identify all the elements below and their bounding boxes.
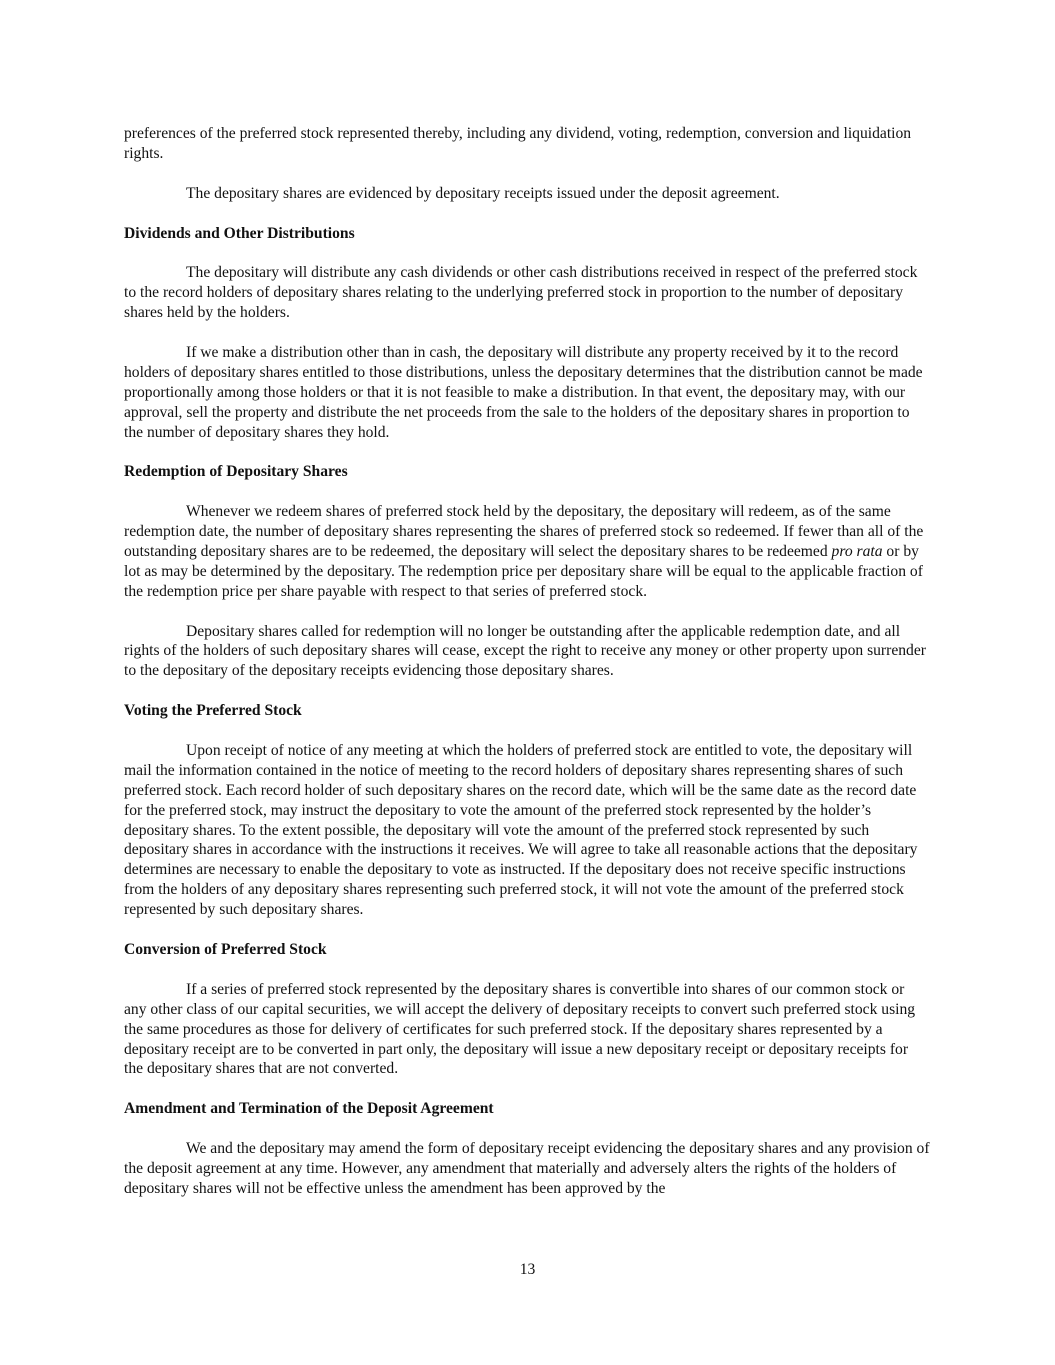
redemption-paragraph-effect: Depositary shares called for redemption will no longer be outstanding after the applicable redemption date, and all rights of the holders of such depositary shares will cease, except the right to receive any money or other property upon surrender to the depositary of the depositary receipts evidencing those depositary shares. xyxy=(124,622,926,680)
voting-paragraph: Upon receipt of notice of any meeting at which the holders of preferred stock are entitled to vote, the depositary will mail the information contained in the notice of meeting to the record holders of depositary shares representing shares of such preferred stock. Each record holder of such depositary shares on the record date, which will be the same date as the record date for the preferred stock, may instruct the depositary to vote the amount of the preferred stock represented by the holder’s depositary shares. To the extent possible, the depositary will vote the amount of the preferred stock represented by such depositary shares in accordance with the instructions it receives. We will agree to take all reasonable actions that the depositary determines are necessary to enable the depositary to vote as instructed. If the depositary does not receive specific instructions from the holders of any depositary shares representing such preferred stock, it will not vote the amount of the preferred stock represented by such depositary shares. xyxy=(124,741,918,919)
section-heading-redemption: Redemption of Depositary Shares xyxy=(124,463,348,481)
dividends-paragraph-cash: The depositary will distribute any cash dividends or other cash distributions received in respect of the preferred stock to the record holders of depositary shares relating to the underlying preferred stock in proportion to the number of depositary shares held by the holders. xyxy=(124,264,918,322)
document-body xyxy=(124,124,930,1219)
redemption-text-before: Whenever we redeem shares of preferred stock held by the depositary, the depositary will redeem, as of the same redemption date, the number of depositary shares representing the shares of preferred stock so redeemed. If fewer than all of the outstanding depositary shares are to be redeemed, the depositary will select the depositary shares to be redeemed xyxy=(124,503,924,560)
section-heading-conversion: Conversion of Preferred Stock xyxy=(124,941,327,958)
redemption-text-after: or by lot as may be determined by the depositary. The redemption price per depositary share will be equal to the applicable fraction of the redemption price per share payable with respect to that series of preferred stock. xyxy=(124,542,923,600)
dividends-paragraph-noncash: If we make a distribution other than in cash, the depositary will distribute any property received by it to the record holders of depositary shares entitled to those distributions, unless the depositary determines that the distribution cannot be made proportionally among those holders or that it is not feasible to make a distribution. In that event, the depositary may, with our approval, sell the property and distribute the net proceeds from the sale to the holders of the depositary shares in proportion to the number of depositary shares they hold. xyxy=(124,343,923,441)
intro-paragraph-receipts: The depositary shares are evidenced by depositary receipts issued under the deposit agreement. xyxy=(186,184,780,202)
section-heading-amendment: Amendment and Termination of the Deposit Agreement xyxy=(124,1100,494,1118)
section-heading-voting: Voting the Preferred Stock xyxy=(124,702,302,720)
redemption-paragraph-process xyxy=(124,502,930,602)
conversion-paragraph: If a series of preferred stock represented by the depositary shares is convertible into shares of our common stock or any other class of our capital securities, we will accept the delivery of depositary receipts to convert such preferred stock using the same procedures as those for delivery of certificates for such preferred stock. If the depositary shares represented by a depositary receipt are to be converted in part only, the depositary will issue a new depositary receipt or depositary receipts for the depositary shares that are not converted. xyxy=(124,980,916,1078)
redemption-text-italic: pro rata xyxy=(831,542,883,560)
amendment-paragraph: We and the depositary may amend the form of depositary receipt evidencing the depositary shares and any provision of the deposit agreement at any time. However, any amendment that materially and adversely alters the rights of the holders of depositary shares will not be effective unless the amendment has been approved by the xyxy=(124,1140,930,1197)
page-number: 13 xyxy=(519,1261,536,1278)
section-heading-dividends: Dividends and Other Distributions xyxy=(124,224,355,242)
intro-paragraph-continued: preferences of the preferred stock represented thereby, including any dividend, voting, redemption, conversion and liquidation rights. xyxy=(124,125,912,162)
